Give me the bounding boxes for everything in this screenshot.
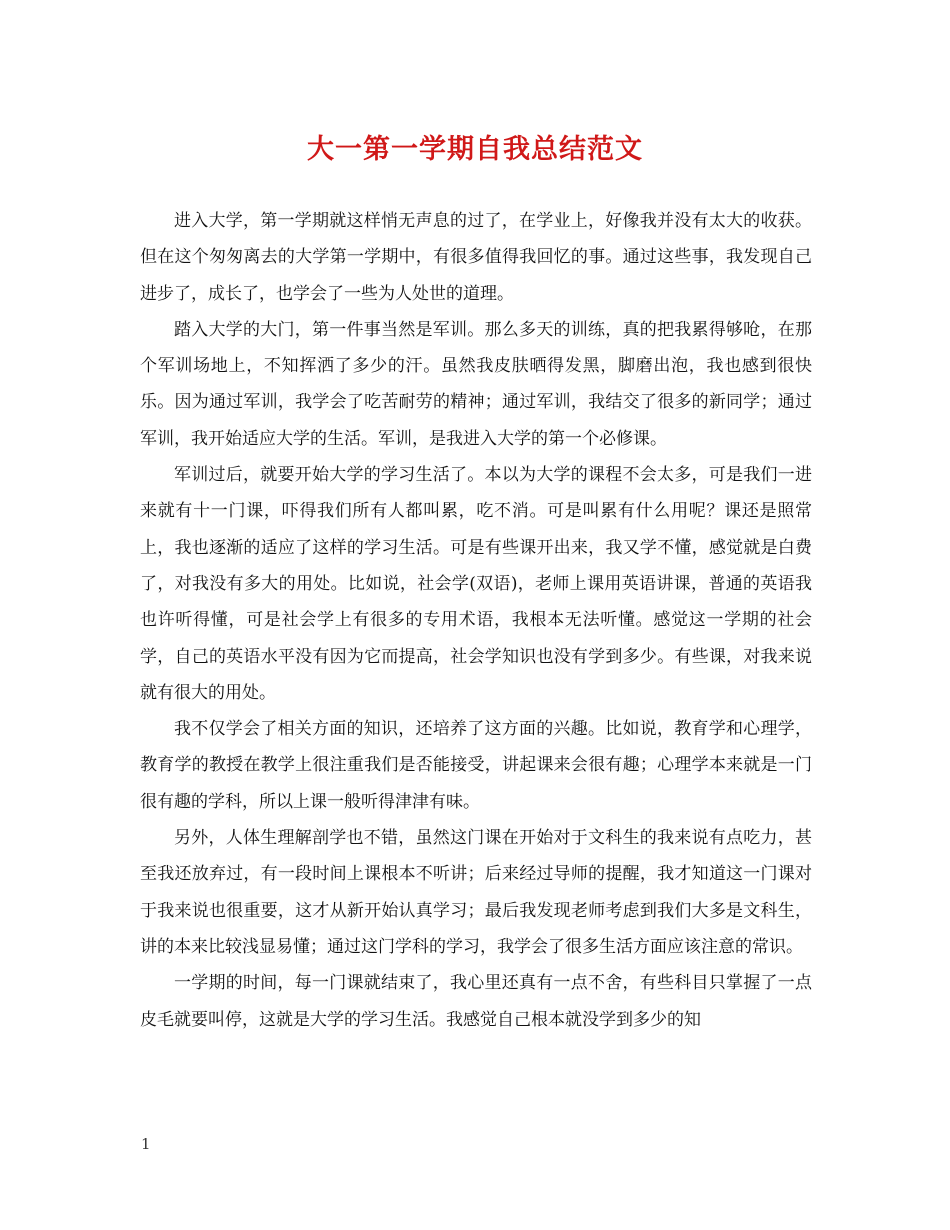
- document-title: 大一第一学期自我总结范文: [307, 134, 643, 165]
- paragraph-5: 另外，人体生理解剖学也不错，虽然这门课在开始对于文科生的我来说有点吃力，甚至我还放弃过，有一段时间上课根本不听讲；后来经过导师的提醒，我才知道这一门课对于我来说也很重要，这才从新开始认真学习；最后我发现老师考虑到我们大多是文科生，讲的本来比较浅显易懂；通过这门学科的学习，我学会了很多生活方面应该注意的常识。: [140, 828, 812, 957]
- paragraph-6: 一学期的时间，每一门课就结束了，我心里还真有一点不舍，有些科目只掌握了一点皮毛就要叫停，这就是大学的学习生活。我感觉自己根本就没学到多少的知: [140, 973, 812, 1030]
- document-body: [140, 203, 812, 1038]
- paragraph-4: 我不仅学会了相关方面的知识，还培养了这方面的兴趣。比如说，教育学和心理学，教育学的教授在教学上很注重我们是否能接受，讲起课来会很有趣；心理学本来就是一门很有趣的学科，所以上课一般听得津津有味。: [140, 719, 812, 812]
- paragraph-1: 进入大学，第一学期就这样悄无声息的过了，在学业上，好像我并没有太大的收获。但在这个匆匆离去的大学第一学期中，有很多值得我回忆的事。通过这些事，我发现自己进步了，成长了，也学会了一些为人处世的道理。: [140, 211, 812, 304]
- page-number: 1: [141, 1135, 151, 1153]
- paragraph-3: 军训过后，就要开始大学的学习生活了。本以为大学的课程不会太多，可是我们一进来就有十一门课，吓得我们所有人都叫累，吃不消。可是叫累有什么用呢？课还是照常上，我也逐渐的适应了这样的学习生活。可是有些课开出来，我又学不懂，感觉就是白费了，对我没有多大的用处。比如说，社会学(双语)，老师上课用英语讲课，普通的英语我也许听得懂，可是社会学上有很多的专用术语，我根本无法听懂。感觉这一学期的社会学，自己的英语水平没有因为它而提高，社会学知识也没有学到多少。有些课，对我来说就有很大的用处。: [140, 465, 812, 703]
- paragraph-2: 踏入大学的大门，第一件事当然是军训。那么多天的训练，真的把我累得够呛，在那个军训场地上，不知挥洒了多少的汗。虽然我皮肤晒得发黑，脚磨出泡，我也感到很快乐。因为通过军训，我学会了吃苦耐劳的精神；通过军训，我结交了很多的新同学；通过军训，我开始适应大学的生活。军训，是我进入大学的第一个必修课。: [140, 319, 812, 449]
